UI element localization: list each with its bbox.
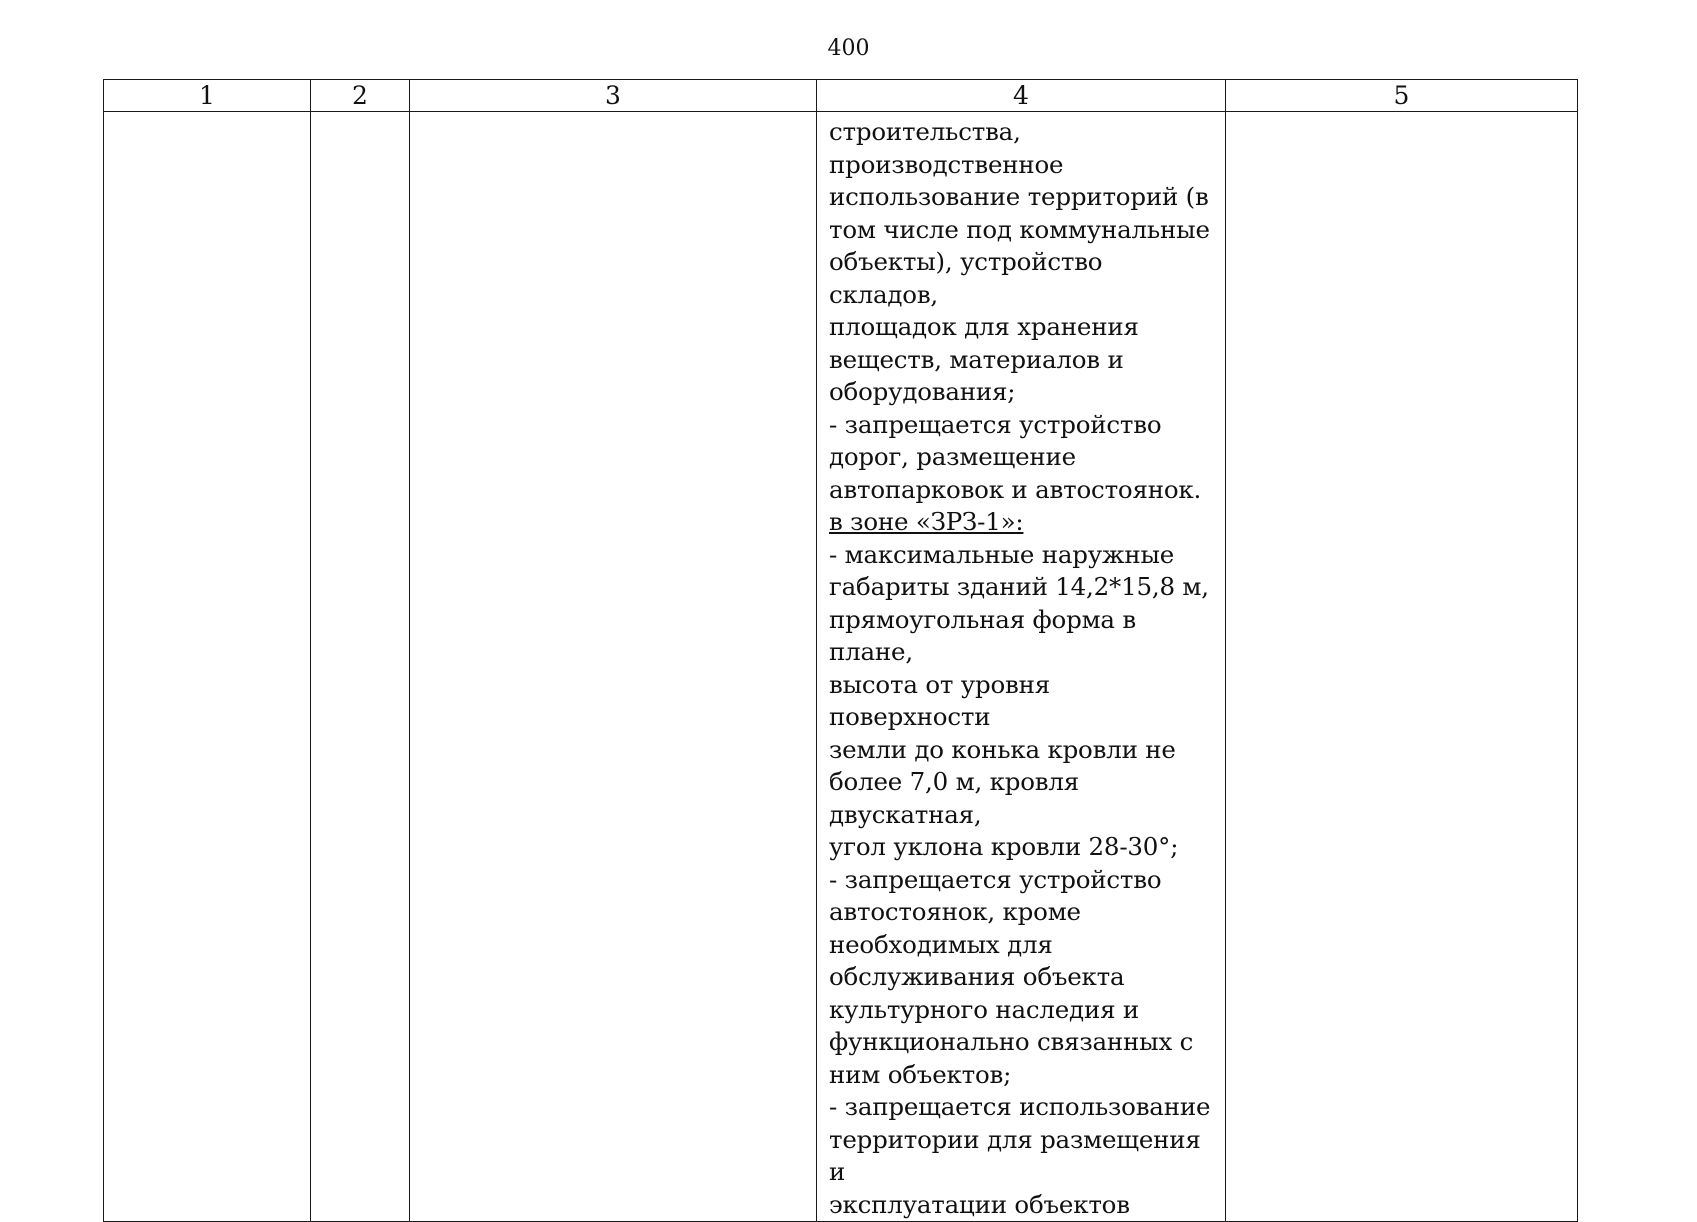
cell-col-1 <box>104 112 311 1222</box>
document-table <box>103 79 1578 1222</box>
table-row <box>104 112 1578 1222</box>
column-header-4: 4 <box>817 80 1226 112</box>
cell-col-4 <box>817 112 1226 1222</box>
column-header-5: 5 <box>1226 80 1578 112</box>
column-header-3: 3 <box>410 80 817 112</box>
cell-col-2 <box>311 112 410 1222</box>
zone-heading: в зоне «ЗРЗ-1»: <box>829 507 1024 536</box>
cell-col-5 <box>1226 112 1578 1222</box>
page-number: 400 <box>827 36 870 61</box>
regulation-text <box>817 112 1225 1221</box>
regulation-text-part-1: строительства, производственное использование территорий (в том числе под коммунальные объекты), устройство складов, площадок для хранения веществ, материалов и оборудования; - запрещается устройство дорог, размещение автопарковок и автостоянок. <box>829 117 1210 504</box>
header-row <box>104 80 1578 112</box>
regulation-text-part-2: - максимальные наружные габариты зданий 14,2*15,8 м, прямоугольная форма в плане, высота от уровня поверхности земли до конька кровли не более 7,0 м, кровля двускатная, угол уклона кровли 28-30°; - запрещается устройство автостоянок, кроме необходимых для обслуживания объекта культурного наследия и функционально связанных с ним объектов; - запрещается использование территории для размещения и эксплуатации объектов <box>829 539 1211 1219</box>
column-header-1: 1 <box>104 80 311 112</box>
column-header-2: 2 <box>311 80 410 112</box>
cell-col-3 <box>410 112 817 1222</box>
